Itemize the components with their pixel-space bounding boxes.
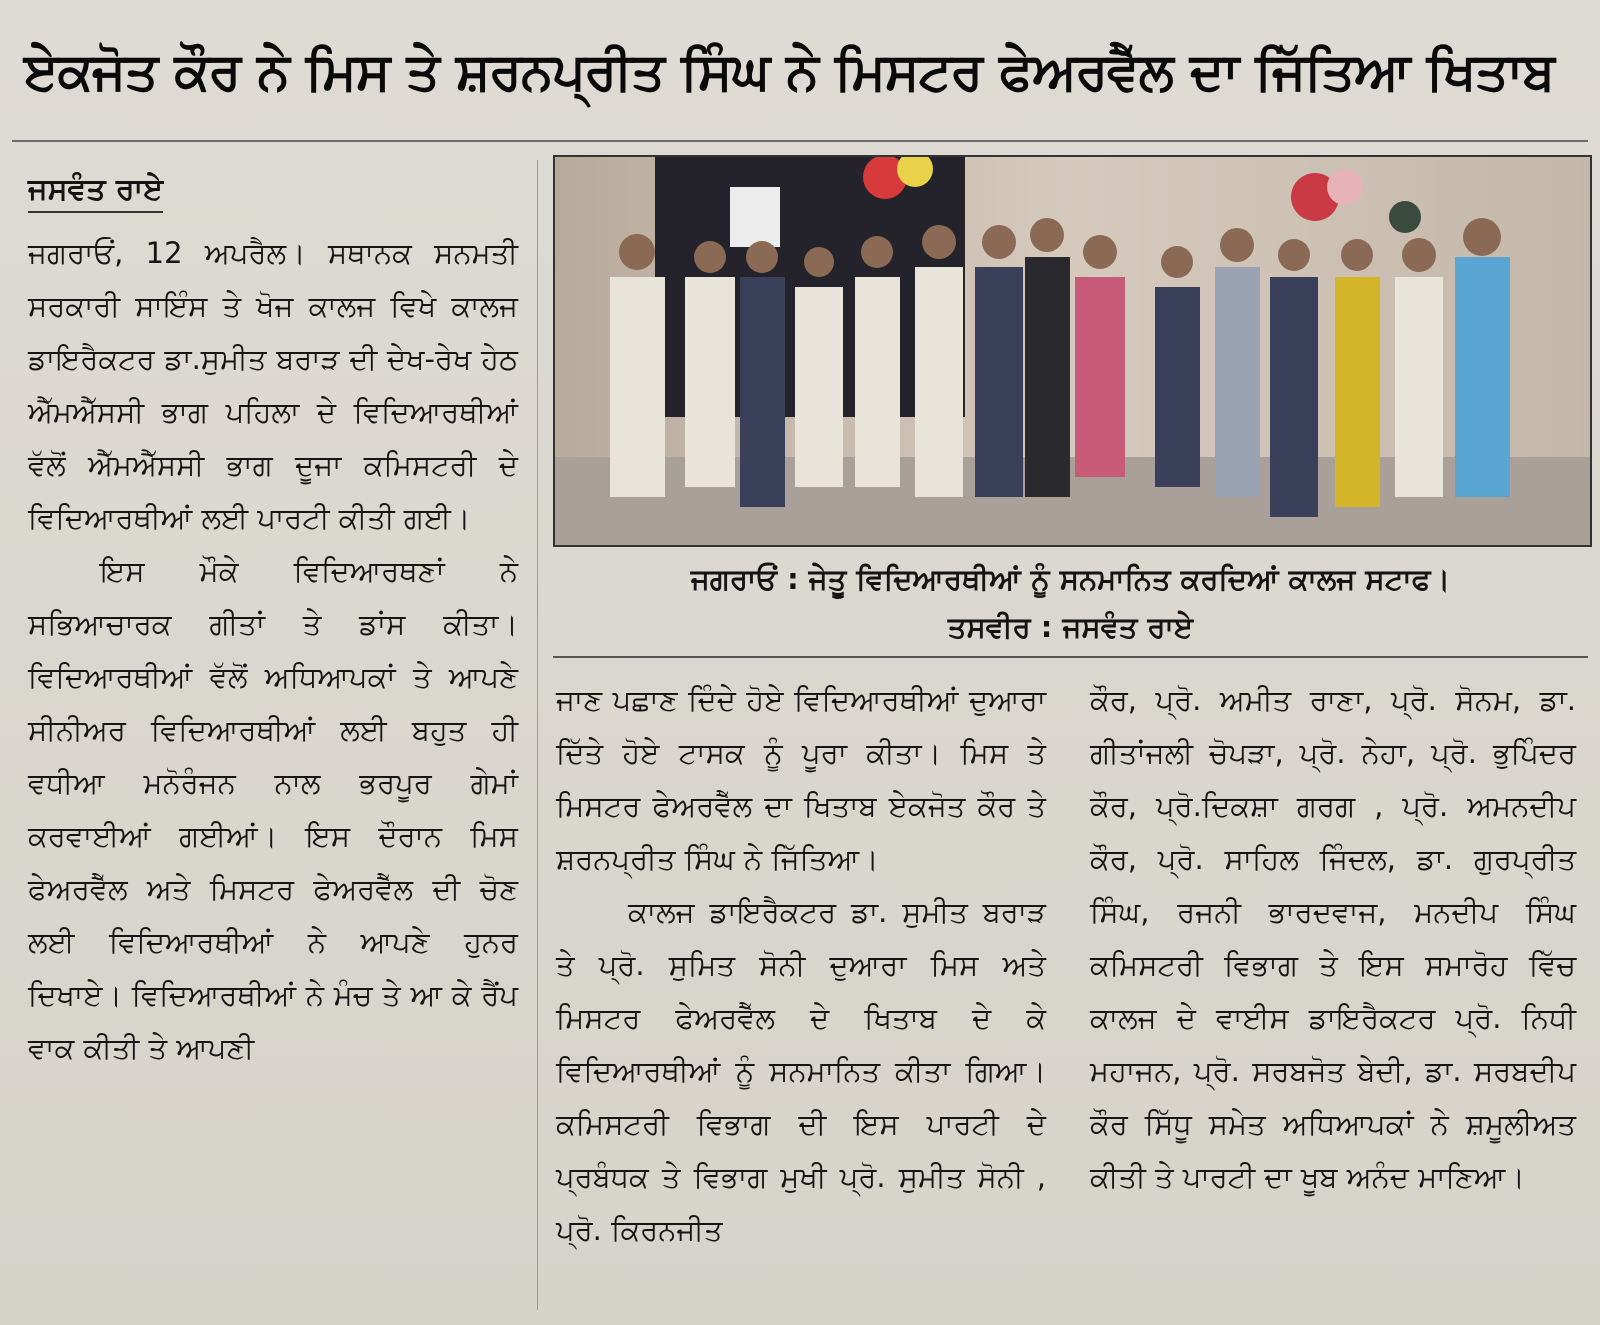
article-column-1 [28,227,518,1075]
paragraph: ਜਗਰਾਓਂ, 12 ਅਪਰੈਲ। ਸਥਾਨਕ ਸਨਮਤੀ ਸਰਕਾਰੀ ਸਾਇੰਸ ਤੇ ਖੋਜ ਕਾਲਜ ਵਿਖੇ ਕਾਲਜ ਡਾਇਰੈਕਟਰ ਡਾ.ਸੁਮੀਤ ਬਰਾੜ ਦੀ ਦੇਖ-ਰੇਖ ਹੇਠ ਐੱਮਐੱਸਸੀ ਭਾਗ ਪਹਿਲਾ ਦੇ ਵਿਦਿਆਰਥੀਆਂ ਵੱਲੋਂ ਐੱਮਐੱਸਸੀ ਭਾਗ ਦੂਜਾ ਕਮਿਸਟਰੀ ਦੇ ਵਿਦਿਆਰਥੀਆਂ ਲਈ ਪਾਰਟੀ ਕੀਤੀ ਗਈ। [28,236,518,535]
paragraph: ਕੌਰ, ਪ੍ਰੋ. ਅਮੀਤ ਰਾਣਾ, ਪ੍ਰੋ. ਸੋਨਮ, ਡਾ. ਗੀਤਾਂਜਲੀ ਚੋਪੜਾ, ਪ੍ਰੋ. ਨੇਹਾ, ਪ੍ਰੋ. ਭੁਪਿੰਦਰ ਕੌਰ, ਪ੍ਰੋ.ਦਿਕਸ਼ਾ ਗਰਗ , ਪ੍ਰੋ. ਅਮਨਦੀਪ ਕੌਰ, ਪ੍ਰੋ. ਸਾਹਿਲ ਜਿੰਦਲ, ਡਾ. ਗੁਰਪ੍ਰੀਤ ਸਿੰਘ, ਰਜਨੀ ਭਾਰਦਵਾਜ, ਮਨਦੀਪ ਸਿੰਘ ਕਮਿਸਟਰੀ ਵਿਭਾਗ ਤੇ ਇਸ ਸਮਾਰੋਹ ਵਿੱਚ ਕਾਲਜ ਦੇ ਵਾਈਸ ਡਾਇਰੈਕਟਰ ਪ੍ਰੋ. ਨਿਧੀ ਮਹਾਜਨ, ਪ੍ਰੋ. ਸਰਬਜੋਤ ਬੇਦੀ, ਡਾ. ਸਰਬਦੀਪ ਕੌਰ ਸਿੱਧੂ ਸਮੇਤ ਅਧਿਆਪਕਾਂ ਨੇ ਸ਼ਮੂਲੀਅਤ ਕੀਤੀ ਤੇ ਪਾਰਟੀ ਦਾ ਖੂਬ ਅਨੰਦ ਮਾਣਿਆ। [1090,683,1576,1194]
photo-caption [553,555,1588,651]
event-photo [553,155,1592,547]
paragraph: ਇਸ ਮੌਕੇ ਵਿਦਿਆਰਥਣਾਂ ਨੇ ਸਭਿਆਚਾਰਕ ਗੀਤਾਂ ਤੇ ਡਾਂਸ ਕੀਤਾ। ਵਿਦਿਆਰਥੀਆਂ ਵੱਲੋਂ ਅਧਿਆਪਕਾਂ ਤੇ ਆਪਣੇ ਸੀਨੀਅਰ ਵਿਦਿਆਰਥੀਆਂ ਲਈ ਬਹੁਤ ਹੀ ਵਧੀਆ ਮਨੋਰੰਜਨ ਨਾਲ ਭਰਪੂਰ ਗੇਮਾਂ ਕਰਵਾਈਆਂ ਗਈਆਂ। ਇਸ ਦੌਰਾਨ ਮਿਸ ਫੇਅਰਵੈੱਲ ਅਤੇ ਮਿਸਟਰ ਫੇਅਰਵੈੱਲ ਦੀ ਚੋਣ ਲਈ ਵਿਦਿਆਰਥੀਆਂ ਨੇ ਆਪਣੇ ਹੁਨਰ ਦਿਖਾਏ। ਵਿਦਿਆਰਥੀਆਂ ਨੇ ਮੰਚ ਤੇ ਆ ਕੇ ਰੈਂਪ ਵਾਕ ਕੀਤੀ ਤੇ ਆਪਣੀ [28,554,518,1065]
paragraph: ਜਾਣ ਪਛਾਣ ਦਿੰਦੇ ਹੋਏ ਵਿਦਿਆਰਥੀਆਂ ਦੁਆਰਾ ਦਿੱਤੇ ਹੋਏ ਟਾਸਕ ਨੂੰ ਪੂਰਾ ਕੀਤਾ। ਮਿਸ ਤੇ ਮਿਸਟਰ ਫੇਅਰਵੈੱਲ ਦਾ ਖਿਤਾਬ ਏਕਜੋਤ ਕੌਰ ਤੇ ਸ਼ਰਨਪ੍ਰੀਤ ਸਿੰਘ ਨੇ ਜਿੱਤਿਆ। [556,683,1046,876]
headline-divider [12,140,1588,142]
event-photo-illustration [555,157,1590,545]
column-divider [537,160,538,1310]
article-column-2 [556,674,1046,1257]
photo-credit: ਤਸਵੀਰ : ਜਸਵੰਤ ਰਾਏ [947,610,1194,644]
article-column-3 [1090,674,1576,1204]
caption-divider [553,656,1588,658]
paragraph: ਕਾਲਜ ਡਾਇਰੈਕਟਰ ਡਾ. ਸੁਮੀਤ ਬਰਾੜ ਤੇ ਪ੍ਰੋ. ਸੁਮਿਤ ਸੋਨੀ ਦੁਆਰਾ ਮਿਸ ਅਤੇ ਮਿਸਟਰ ਫੇਅਰਵੈੱਲ ਦੇ ਖਿਤਾਬ ਦੇ ਕੇ ਵਿਦਿਆਰਥੀਆਂ ਨੂੰ ਸਨਮਾਨਿਤ ਕੀਤਾ ਗਿਆ। ਕਮਿਸਟਰੀ ਵਿਭਾਗ ਦੀ ਇਸ ਪਾਰਟੀ ਦੇ ਪ੍ਰਬੰਧਕ ਤੇ ਵਿਭਾਗ ਮੁਖੀ ਪ੍ਰੋ. ਸੁਮੀਤ ਸੋਨੀ , ਪ੍ਰੋ. ਕਿਰਨਜੀਤ [556,895,1046,1247]
headline: ਏਕਜੋਤ ਕੌਰ ਨੇ ਮਿਸ ਤੇ ਸ਼ਰਨਪ੍ਰੀਤ ਸਿੰਘ ਨੇ ਮਿਸਟਰ ਫੇਅਰਵੈੱਲ ਦਾ ਜਿੱਤਿਆ ਖਿਤਾਬ [24,42,1554,102]
caption-text: ਜਗਰਾਓਂ : ਜੇਤੂ ਵਿਦਿਆਰਥੀਆਂ ਨੂੰ ਸਨਮਾਨਿਤ ਕਰਦਿਆਂ ਕਾਲਜ ਸਟਾਫ। [690,562,1451,596]
byline: ਜਸਵੰਤ ਰਾਏ [28,172,163,213]
